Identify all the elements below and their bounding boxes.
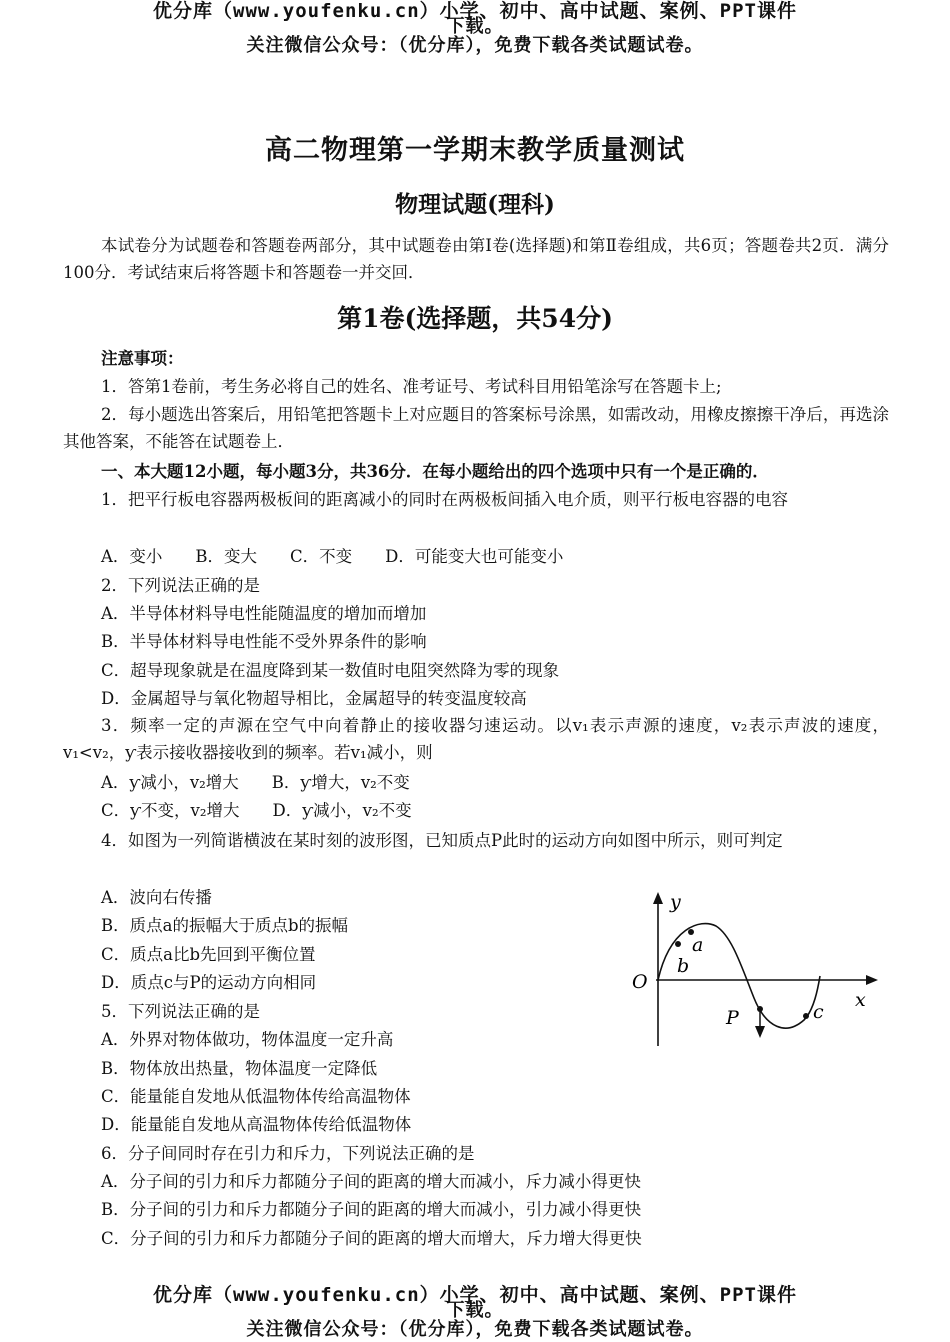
bottom-banner-line-3: 关注微信公众号：（优分库），免费下载各类试题试卷。 [246, 1319, 704, 1340]
q2-option-d: D．金属超导与氧化物超导相比，金属超导的转变温度较高 [101, 689, 527, 708]
top-banner [0, 0, 950, 56]
q4-option-c: C．质点a比b先回到平衡位置 [101, 945, 316, 964]
q4-option-b: B．质点a的振幅大于质点b的振幅 [101, 916, 349, 935]
q6-stem: 6．分子间同时存在引力和斥力，下列说法正确的是 [101, 1144, 475, 1163]
banner-line-1: 优分库（www.youfenku.cn）小学、初中、高中试题、案例、PPT课件 [153, 0, 797, 22]
q6-option-a: A．分子间的引力和斥力都随分子间的距离的增大而减小，斥力减小得更快 [101, 1172, 641, 1191]
p-direction-arrow-icon [755, 1026, 765, 1038]
banner-line-3: 关注微信公众号：（优分库），免费下载各类试题试卷。 [246, 35, 704, 56]
note-1: 1．答第1卷前，考生务必将自己的姓名、准考证号、考试科目用铅笔涂写在答题卡上; [101, 377, 722, 396]
q3-stem: 3．频率一定的声源在空气中向着静止的接收器匀速运动。以v₁表示声源的速度，v₂表示声波的速度，v₁<v₂，ƴ表示接收器接收到的频率。若v₁减小，则 [63, 716, 889, 762]
origin-label: O [632, 971, 648, 993]
wave-diagram [628, 888, 878, 1048]
bottom-banner-line-1: 优分库（www.youfenku.cn）小学、初中、高中试题、案例、PPT课件 [153, 1284, 797, 1306]
point-a-label: a [692, 934, 704, 956]
q3-options-row2: C．ƴ不变，v₂增大 D．ƴ减小，v₂不变 [101, 801, 412, 820]
banner-line-2: 下载。 [446, 16, 504, 37]
q5-option-b: B．物体放出热量，物体温度一定降低 [101, 1059, 378, 1078]
q5-option-d: D．能量能自发地从高温物体传给低温物体 [101, 1115, 412, 1134]
x-axis-label: x [855, 989, 866, 1011]
q1-stem: 1．把平行板电容器两极板间的距离减小的同时在两极板间插入电介质，则平行板电容器的电容 [101, 490, 788, 509]
point-b-label: b [677, 955, 690, 977]
q5-option-c: C．能量能自发地从低温物体传给高温物体 [101, 1087, 411, 1106]
point-c-dot [803, 1013, 809, 1019]
q5-option-a: A．外界对物体做功，物体温度一定升高 [101, 1030, 394, 1049]
section-title: 第1卷(选择题，共54分) [337, 304, 613, 333]
intro-paragraph: 本试卷分为试题卷和答题卷两部分，其中试题卷由第Ⅰ卷(选择题)和第Ⅱ卷组成，共6页；答题卷共2页．满分100分．考试结束后将答题卡和答题卷一并交回． [63, 236, 889, 282]
y-axis-arrow-icon [653, 892, 663, 904]
point-b-dot [675, 941, 681, 947]
q4-option-a: A．波向右传播 [101, 888, 212, 907]
q6-option-c: C．分子间的引力和斥力都随分子间的距离的增大而增大，斥力增大得更快 [101, 1229, 642, 1248]
q3-options-row1: A．ƴ减小，v₂增大 B．ƴ增大，v₂不变 [101, 773, 410, 792]
page-subtitle: 物理试题(理科) [395, 191, 555, 218]
part1-heading: 一、本大题12小题，每小题3分，共36分．在每小题给出的四个选项中只有一个是正确的． [101, 462, 769, 481]
q2-option-c: C．超导现象就是在温度降到某一数值时电阻突然降为零的现象 [101, 661, 560, 680]
q2-option-b: B．半导体材料导电性能不受外界条件的影响 [101, 632, 427, 651]
q2-option-a: A．半导体材料导电性能随温度的增加而增加 [101, 604, 427, 623]
bottom-banner [0, 1284, 950, 1340]
point-p-label: P [726, 1007, 739, 1029]
y-axis-label: y [670, 891, 681, 913]
wave-figure [628, 888, 878, 1048]
point-c-label: c [813, 1001, 824, 1023]
page-title: 高二物理第一学期末教学质量测试 [265, 135, 685, 166]
q5-stem: 5．下列说法正确的是 [101, 1002, 260, 1021]
note-2: 2．每小题选出答案后，用铅笔把答题卡上对应题目的答案标号涂黑，如需改动，用橡皮擦擦干净后，再选涂其他答案，不能答在试题卷上． [63, 405, 889, 451]
notes-heading: 注意事项： [101, 349, 184, 368]
x-axis-arrow-icon [866, 975, 878, 985]
q4-option-d: D．质点c与P的运动方向相同 [101, 973, 317, 992]
bottom-banner-line-2: 下载。 [446, 1300, 504, 1321]
q1-options: A．变小 B．变大 C．不变 D．可能变大也可能变小 [101, 547, 564, 566]
q6-option-b: B．分子间的引力和斥力都随分子间的距离的增大而减小，引力减小得更快 [101, 1200, 642, 1219]
q4-stem: 4．如图为一列简谐横波在某时刻的波形图，已知质点P此时的运动方向如图中所示，则可判定 [101, 831, 783, 850]
q2-stem: 2．下列说法正确的是 [101, 576, 260, 595]
